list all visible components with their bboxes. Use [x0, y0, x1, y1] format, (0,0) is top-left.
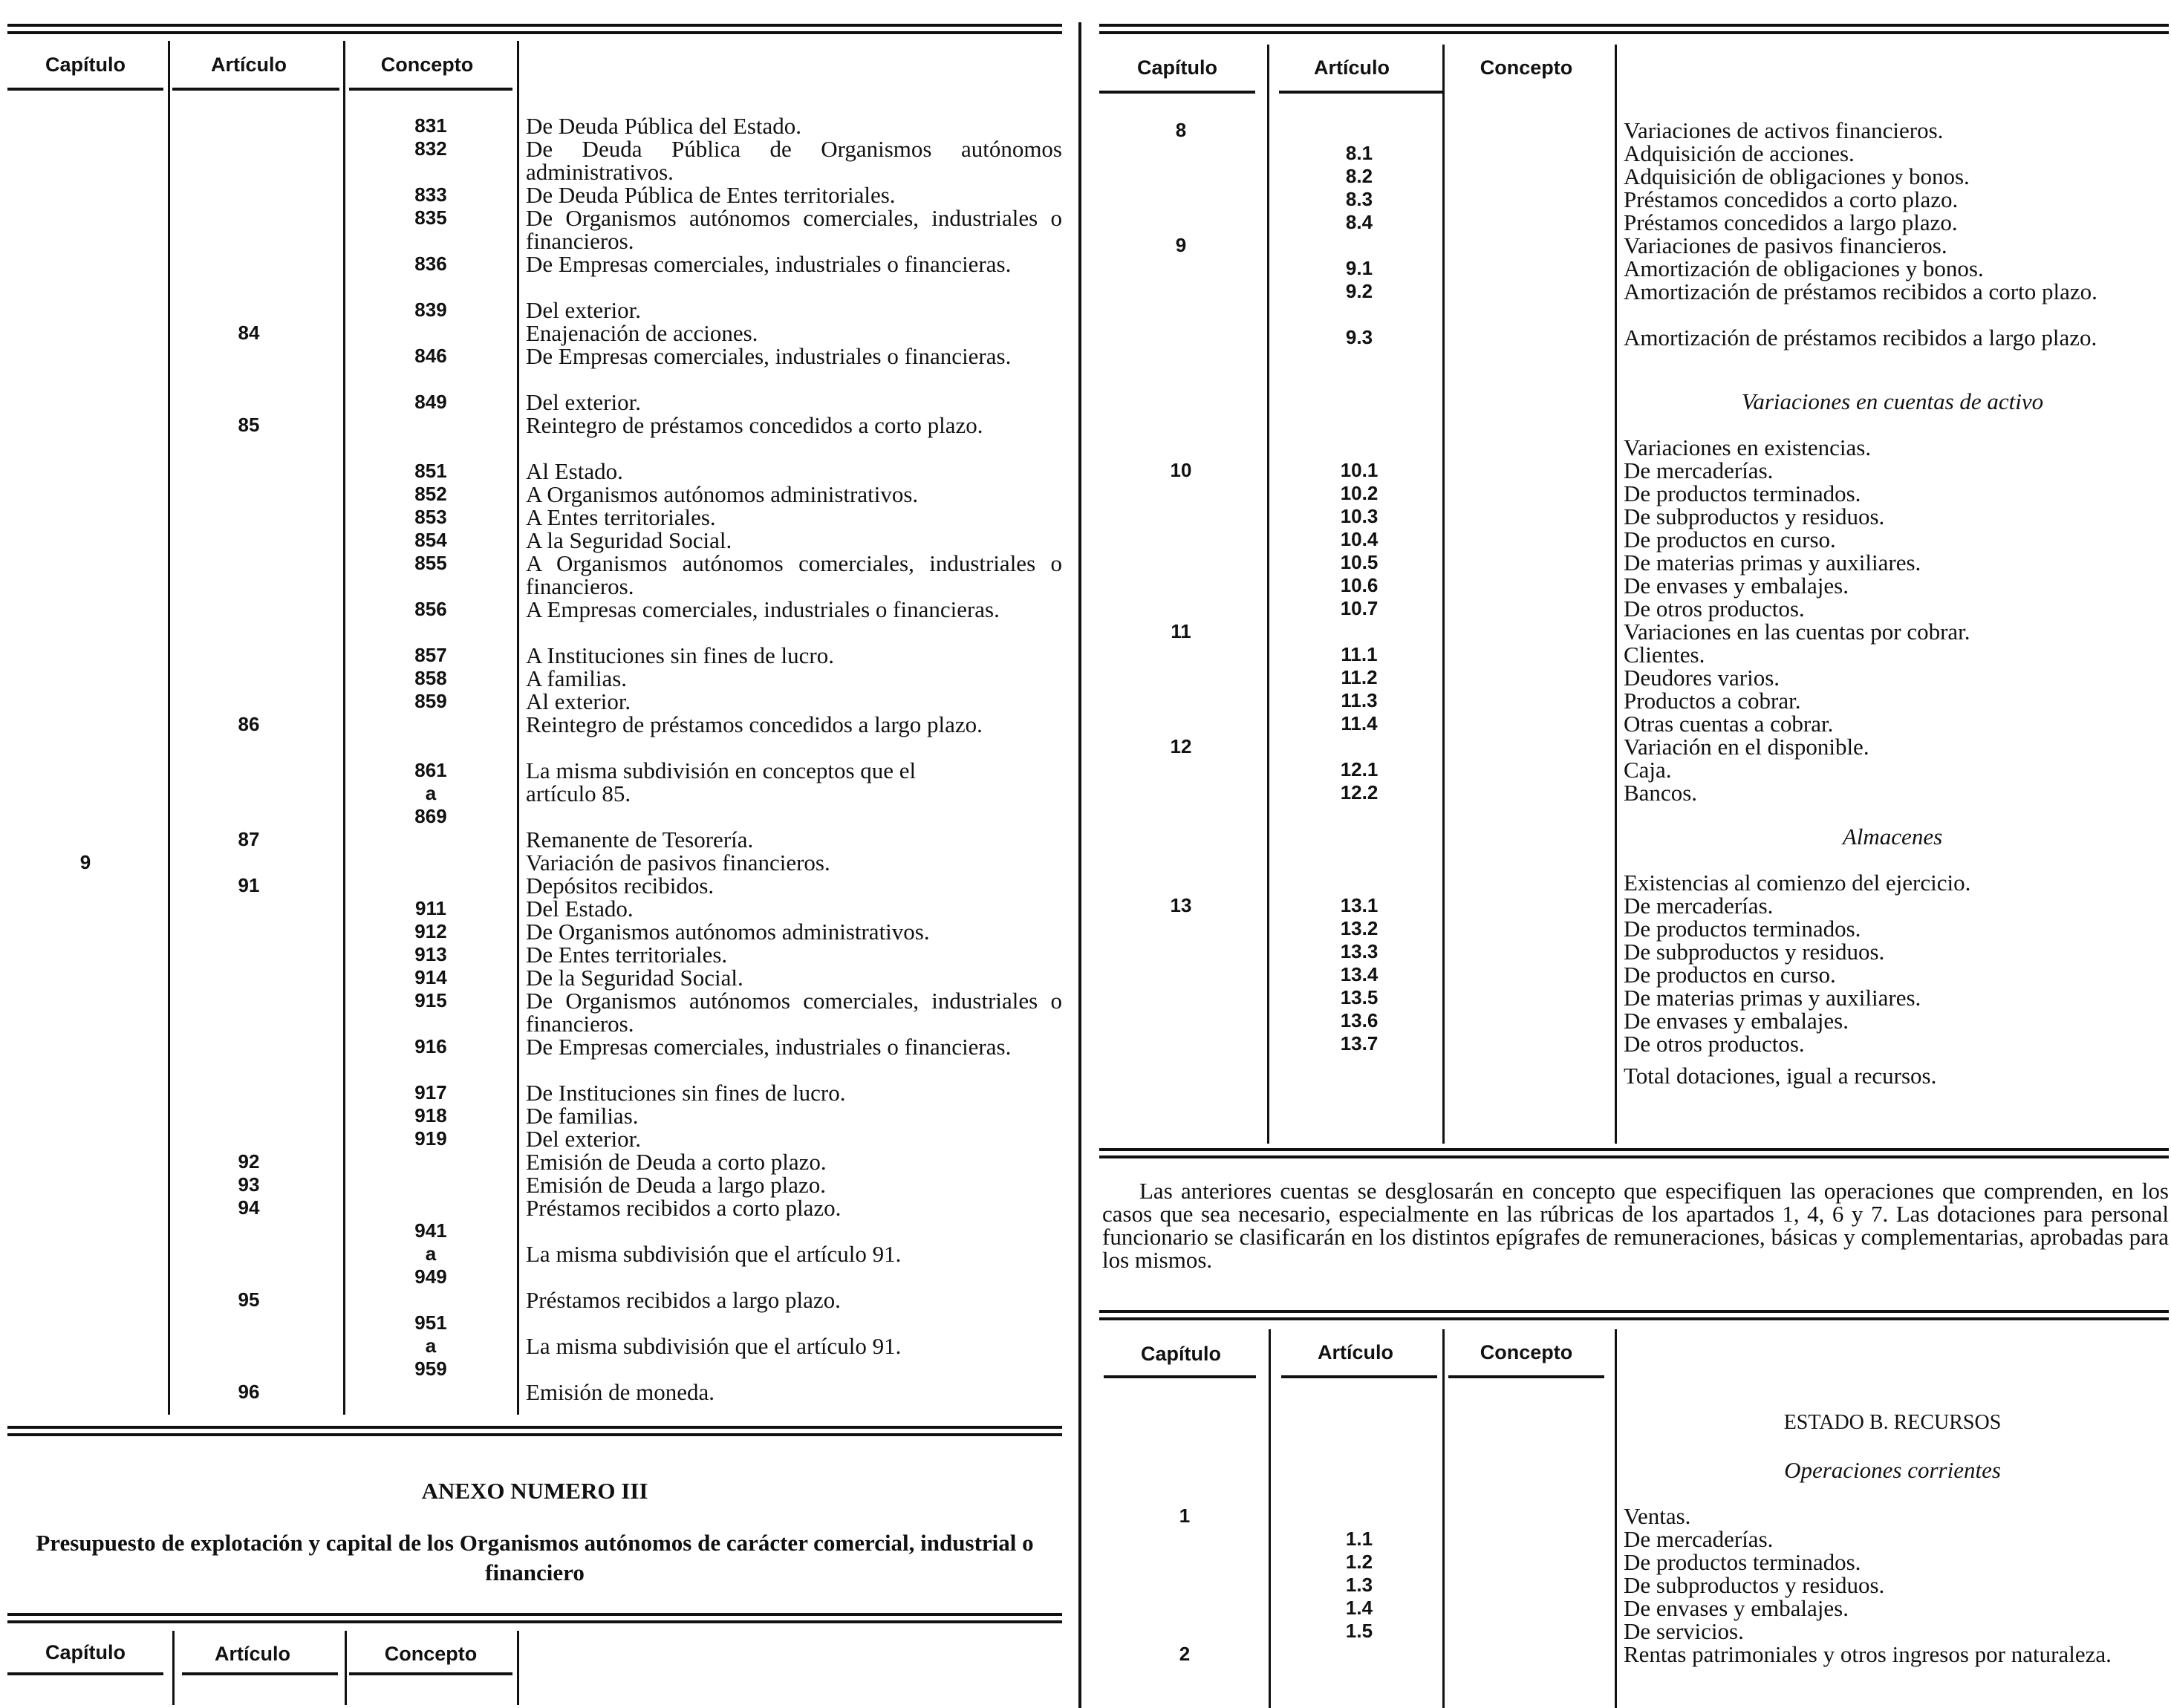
right-row-articulo-cell: 13.3: [1340, 940, 1379, 962]
left-row-concepto-cell: a: [425, 782, 437, 804]
left-row-concepto-cell: 949: [414, 1265, 447, 1288]
right-header-underline-2: [1279, 91, 1442, 94]
left-row-concepto-cell: 849: [414, 391, 447, 413]
right-row-articulo-cell: 11.3: [1341, 689, 1378, 711]
recursos-row-description-cell: De envases y embalajes.: [1624, 1595, 1849, 1621]
left-row-articulo-cell: 86: [238, 713, 260, 735]
left-row-concepto-cell: 916: [414, 1035, 447, 1057]
right-row-articulo-cell: 13.7: [1340, 1032, 1379, 1055]
recursos-row-capitulo-cell: 2: [1179, 1643, 1191, 1665]
bottom-left-underline-1: [7, 1672, 163, 1675]
section-almacenes: Almacenes: [1842, 824, 1943, 850]
left-row-description-cell: Del exterior.: [526, 1126, 641, 1152]
right-row-articulo-cell: 11.1: [1341, 643, 1378, 665]
right-row-description-cell: De productos terminados.: [1624, 916, 1861, 942]
right-row-description-cell: De otros productos.: [1624, 596, 1805, 622]
left-row-concepto-cell: 854: [414, 529, 447, 551]
left-row-description-cell: A Organismos autónomos comerciales, industriales o financieros.: [526, 550, 1062, 599]
right-row-description-cell: Préstamos concedidos a corto plazo.: [1624, 186, 1959, 212]
recursos-header-articulo: Artículo: [1317, 1341, 1393, 1363]
left-row-concepto-cell: 846: [414, 345, 447, 367]
recursos-row-description-cell: Ventas.: [1624, 1503, 1691, 1529]
left-row-concepto-cell: 831: [414, 114, 447, 137]
right-row-articulo-cell: 11.4: [1341, 712, 1378, 734]
left-bottom-rule: [7, 1426, 1062, 1436]
right-row-articulo-cell: 13.4: [1340, 963, 1379, 985]
right-row-description-cell: De subproductos y residuos.: [1624, 939, 1885, 965]
left-row-concepto-cell: 833: [414, 183, 447, 206]
right-row-description-cell: Variaciones de activos financieros.: [1624, 117, 1944, 143]
right-vline-2: [1442, 45, 1445, 1144]
annex-subtitle: Presupuesto de explotación y capital de los Organismos autónomos de carácter comercial, industrial o financiero: [36, 1530, 1034, 1585]
left-row-concepto-cell: 915: [414, 989, 447, 1011]
left-row-articulo-cell: 92: [238, 1150, 260, 1173]
left-row-concepto-cell: 858: [414, 667, 447, 689]
bottom-left-header-articulo: Artículo: [214, 1643, 290, 1665]
right-row-description-cell: Productos a cobrar.: [1624, 688, 1801, 714]
recursos-row-articulo-cell: 1.3: [1345, 1574, 1373, 1596]
explanatory-paragraph: Las anteriores cuentas se desglosarán en concepto que especifiquen las operaciones que comprenden, en los casos que sea necesario, especialmente en las rúbricas de los apartados 1, 4, 6 y 7. Las dotaciones para personal funcionario se clasificarán en los distintos epígrafes de remuneraciones, básicas y complementarias, aprobadas para los mismos.: [1102, 1178, 2169, 1273]
right-row-articulo-cell: 11.2: [1341, 666, 1378, 688]
left-row-concepto-cell: 859: [414, 690, 447, 712]
left-row-articulo-cell: 96: [238, 1381, 260, 1403]
right-row-description-cell: Variaciones en existencias.: [1624, 434, 1872, 460]
left-row-concepto-cell: 839: [414, 299, 447, 321]
right-row-description-cell: De otros productos.: [1624, 1031, 1805, 1057]
right-row-description-cell: Amortización de préstamos recibidos a largo plazo.: [1624, 325, 2097, 351]
recursos-top-rule: [1099, 1310, 2169, 1320]
left-vline-2: [343, 41, 345, 1415]
left-header-articulo: Artículo: [210, 53, 287, 76]
annex-title: ANEXO NUMERO III: [421, 1478, 648, 1504]
left-row-concepto-cell: a: [425, 1242, 437, 1265]
right-row-articulo-cell: 13.6: [1340, 1009, 1379, 1031]
right-row-description-cell: Adquisición de obligaciones y bonos.: [1624, 163, 1970, 189]
left-row-description-cell: Variación de pasivos financieros.: [526, 850, 830, 876]
left-row-concepto-cell: 869: [414, 805, 447, 827]
left-row-description-cell: La misma subdivisión que el artículo 91.: [526, 1333, 902, 1359]
left-row-description-cell: De Organismos autónomos comerciales, industriales o financieros.: [526, 205, 1062, 254]
left-vline-3: [517, 41, 519, 1415]
left-row-description-cell: Emisión de Deuda a corto plazo.: [526, 1149, 827, 1175]
bottom-left-vline-3: [517, 1631, 519, 1705]
right-header-concepto: Concepto: [1480, 56, 1573, 79]
right-row-description-cell: De productos en curso.: [1624, 527, 1836, 553]
left-row-concepto-cell: 918: [414, 1104, 447, 1127]
right-mid-rule: [1099, 1148, 2169, 1158]
recursos-underline-2: [1281, 1375, 1437, 1378]
right-row-description-cell: De productos en curso.: [1624, 962, 1836, 988]
left-row-description-cell: Préstamos recibidos a largo plazo.: [526, 1287, 841, 1313]
left-row-description-cell: A Organismos autónomos administrativos.: [526, 481, 919, 507]
right-row-description-cell: De envases y embalajes.: [1624, 573, 1849, 599]
left-row-description-cell: artículo 85.: [526, 780, 631, 806]
right-row-articulo-cell: 13.2: [1340, 917, 1379, 939]
section-variaciones-activo: Variaciones en cuentas de activo: [1741, 388, 2044, 414]
left-header-underline-1: [7, 88, 163, 91]
recursos-row-description-cell: De servicios.: [1624, 1618, 1744, 1644]
left-row-description-cell: A Entes territoriales.: [526, 504, 716, 530]
right-header-articulo: Artículo: [1313, 56, 1390, 79]
recursos-row-description-cell: De subproductos y residuos.: [1624, 1572, 1885, 1598]
left-row-concepto-cell: 832: [414, 137, 447, 160]
right-row-description-cell: Préstamos concedidos a largo plazo.: [1624, 209, 1958, 235]
left-row-concepto-cell: 857: [414, 644, 447, 666]
left-header-underline-3: [349, 88, 512, 91]
recursos-row-articulo-cell: 1.5: [1345, 1620, 1373, 1642]
left-row-description-cell: Enajenación de acciones.: [526, 320, 758, 346]
right-row-description-cell: De mercaderías.: [1624, 893, 1774, 919]
right-row-articulo-cell: 12.2: [1340, 781, 1379, 804]
recursos-row-capitulo-cell: 1: [1179, 1505, 1191, 1527]
right-row-description-cell: Deudores varios.: [1624, 665, 1780, 691]
right-row-description-cell: Otras cuentas a cobrar.: [1624, 711, 1834, 737]
right-row-description-cell: Adquisición de acciones.: [1624, 140, 1855, 166]
left-row-concepto-cell: 853: [414, 506, 447, 528]
right-row-articulo-cell: 10.6: [1340, 574, 1379, 596]
left-row-concepto-cell: 913: [414, 943, 447, 965]
left-row-concepto-cell: 911: [415, 897, 446, 919]
left-row-description-cell: De familias.: [526, 1103, 639, 1129]
right-row-capitulo-cell: 12: [1170, 735, 1192, 757]
right-row-description-cell: De mercaderías.: [1624, 457, 1774, 483]
right-row-articulo-cell: 13.1: [1340, 894, 1379, 916]
left-row-description-cell: Del Estado.: [526, 896, 634, 922]
left-row-concepto-cell: 919: [414, 1127, 447, 1150]
recursos-row-description-cell: De productos terminados.: [1624, 1549, 1861, 1575]
left-row-description-cell: A familias.: [526, 665, 628, 691]
left-vline-1: [168, 41, 170, 1415]
right-row-description-cell: Variaciones de pasivos financieros.: [1624, 232, 1947, 258]
right-top-rule: [1099, 24, 2169, 34]
left-row-concepto-cell: a: [425, 1334, 437, 1357]
right-row-articulo-cell: 9.3: [1345, 326, 1373, 348]
recursos-row-articulo-cell: 1.2: [1345, 1551, 1373, 1573]
left-row-articulo-cell: 94: [238, 1196, 260, 1219]
left-header-underline-2: [172, 88, 339, 91]
left-row-description-cell: Remanente de Tesorería.: [526, 827, 754, 853]
right-row-capitulo-cell: 8: [1175, 119, 1187, 141]
left-row-description-cell: Depósitos recibidos.: [526, 873, 715, 899]
left-row-concepto-cell: 951: [414, 1311, 447, 1334]
right-row-articulo-cell: 13.5: [1340, 986, 1379, 1008]
right-vline-3: [1615, 45, 1617, 1144]
right-row-capitulo-cell: 13: [1170, 894, 1192, 916]
right-vline-1: [1267, 45, 1269, 1144]
left-row-description-cell: Al Estado.: [526, 458, 623, 484]
recursos-underline-1: [1104, 1375, 1256, 1378]
left-header-concepto: Concepto: [380, 53, 474, 76]
recursos-row-articulo-cell: 1.4: [1345, 1597, 1373, 1619]
left-row-description-cell: De Empresas comerciales, industriales o financieras.: [526, 251, 1012, 277]
left-row-articulo-cell: 87: [238, 828, 260, 850]
left-row-description-cell: A la Seguridad Social.: [526, 527, 732, 553]
left-row-articulo-cell: 93: [238, 1173, 260, 1196]
recursos-title: ESTADO B. RECURSOS: [1783, 1411, 2002, 1434]
bottom-left-vline-2: [345, 1631, 347, 1705]
right-row-articulo-cell: 10.3: [1340, 505, 1379, 527]
bottom-left-header-concepto: Concepto: [384, 1643, 478, 1665]
right-row-description-cell: De productos terminados.: [1624, 480, 1861, 506]
left-row-description-cell: Emisión de moneda.: [526, 1379, 715, 1405]
left-row-description-cell: Préstamos recibidos a corto plazo.: [526, 1195, 842, 1221]
right-row-articulo-cell: 12.1: [1340, 758, 1379, 780]
left-row-articulo-cell: 85: [238, 414, 260, 436]
left-row-description-cell: La misma subdivisión que el artículo 91.: [526, 1241, 902, 1267]
left-header-capitulo: Capítulo: [45, 53, 126, 76]
right-row-description-cell: Variación en el disponible.: [1624, 734, 1869, 760]
right-row-description-cell: Amortización de obligaciones y bonos.: [1624, 255, 1984, 281]
left-row-concepto-cell: 912: [414, 920, 447, 942]
recursos-row-articulo-cell: 1.1: [1345, 1528, 1373, 1550]
left-row-description-cell: De Organismos autónomos administrativos.: [526, 919, 930, 945]
recursos-vline-1: [1269, 1329, 1271, 1708]
right-row-articulo-cell: 9.1: [1345, 257, 1373, 279]
column-divider: [1078, 22, 1081, 1708]
left-row-description-cell: A Empresas comerciales, industriales o financieras.: [526, 596, 1000, 622]
left-row-description-cell: De Empresas comerciales, industriales o financieras.: [526, 343, 1012, 369]
right-row-description-cell: De envases y embalajes.: [1624, 1008, 1849, 1034]
left-row-concepto-cell: 836: [414, 252, 447, 275]
recursos-header-capitulo: Capítulo: [1141, 1343, 1221, 1365]
recursos-vline-3: [1615, 1329, 1617, 1708]
left-row-description-cell: De Deuda Pública de Organismos autónomos administrativos.: [526, 136, 1062, 185]
left-row-concepto-cell: 851: [414, 460, 447, 482]
total-dotaciones: Total dotaciones, igual a recursos.: [1624, 1063, 1937, 1089]
left-row-description-cell: Del exterior.: [526, 297, 641, 323]
recursos-section: Operaciones corrientes: [1784, 1457, 2001, 1483]
left-row-description-cell: Reintegro de préstamos concedidos a largo plazo.: [526, 711, 983, 737]
left-row-description-cell: Del exterior.: [526, 389, 641, 415]
right-row-articulo-cell: 8.3: [1345, 188, 1373, 210]
left-row-articulo-cell: 84: [238, 322, 260, 344]
bottom-left-underline-3: [349, 1672, 512, 1675]
right-row-articulo-cell: 8.4: [1345, 211, 1373, 233]
left-row-description-cell: A Instituciones sin fines de lucro.: [526, 642, 834, 668]
left-row-concepto-cell: 861: [414, 759, 447, 781]
right-row-description-cell: Existencias al comienzo del ejercicio.: [1624, 870, 1971, 896]
left-row-description-cell: De Empresas comerciales, industriales o financieras.: [526, 1034, 1012, 1060]
left-row-articulo-cell: 95: [238, 1288, 260, 1311]
left-row-description-cell: Emisión de Deuda a largo plazo.: [526, 1172, 827, 1198]
right-header-capitulo: Capítulo: [1137, 56, 1217, 79]
bottom-left-header-capitulo: Capítulo: [45, 1641, 126, 1663]
right-row-capitulo-cell: 11: [1171, 620, 1191, 642]
left-row-description-cell: De Deuda Pública del Estado.: [526, 113, 802, 139]
recursos-vline-2: [1442, 1329, 1445, 1708]
right-row-articulo-cell: 8.1: [1345, 142, 1373, 164]
recursos-underline-3: [1448, 1375, 1604, 1378]
bottom-left-underline-2: [182, 1672, 338, 1675]
left-row-concepto-cell: 835: [414, 206, 447, 229]
left-row-concepto-cell: 959: [414, 1357, 447, 1380]
left-row-concepto-cell: 941: [414, 1219, 447, 1242]
right-row-description-cell: Variaciones en las cuentas por cobrar.: [1624, 619, 1970, 645]
right-row-articulo-cell: 9.2: [1345, 280, 1373, 302]
recursos-row-description-cell: Rentas patrimoniales y otros ingresos por naturaleza.: [1624, 1641, 2112, 1667]
right-row-capitulo-cell: 9: [1175, 234, 1187, 256]
right-row-articulo-cell: 10.4: [1340, 528, 1379, 550]
right-row-description-cell: Clientes.: [1624, 642, 1705, 668]
right-row-articulo-cell: 10.2: [1340, 482, 1379, 504]
right-row-capitulo-cell: 10: [1170, 459, 1192, 481]
left-row-concepto-cell: 856: [414, 598, 447, 620]
recursos-row-description-cell: De mercaderías.: [1624, 1526, 1774, 1552]
left-row-concepto-cell: 914: [414, 966, 447, 988]
right-row-description-cell: Amortización de préstamos recibidos a corto plazo.: [1624, 278, 2097, 304]
left-row-concepto-cell: 917: [414, 1081, 447, 1104]
bottom-left-rule: [7, 1613, 1062, 1623]
left-row-description-cell: De Organismos autónomos comerciales, industriales o financieros.: [526, 988, 1062, 1037]
left-row-concepto-cell: 852: [414, 483, 447, 505]
right-row-description-cell: Bancos.: [1624, 780, 1698, 806]
left-row-concepto-cell: 855: [414, 552, 447, 574]
left-row-description-cell: De la Seguridad Social.: [526, 965, 743, 991]
right-row-description-cell: De subproductos y residuos.: [1624, 503, 1885, 529]
left-row-description-cell: Reintegro de préstamos concedidos a corto plazo.: [526, 412, 983, 438]
left-row-articulo-cell: 91: [238, 874, 260, 896]
bottom-left-vline-1: [172, 1631, 175, 1705]
right-row-articulo-cell: 10.1: [1340, 459, 1379, 481]
left-row-description-cell: La misma subdivisión en conceptos que el: [526, 757, 917, 783]
right-row-articulo-cell: 8.2: [1345, 165, 1373, 187]
right-row-articulo-cell: 10.5: [1340, 551, 1379, 573]
right-header-underline-1: [1099, 91, 1255, 94]
left-row-description-cell: De Entes territoriales.: [526, 942, 728, 968]
recursos-header-concepto: Concepto: [1480, 1341, 1573, 1363]
right-row-description-cell: De materias primas y auxiliares.: [1624, 985, 1921, 1011]
left-row-description-cell: Al exterior.: [526, 688, 631, 714]
right-row-articulo-cell: 10.7: [1340, 597, 1379, 619]
left-top-rule: [7, 24, 1062, 34]
right-row-description-cell: De materias primas y auxiliares.: [1624, 550, 1921, 576]
left-row-capitulo-cell: 9: [79, 851, 91, 873]
right-row-description-cell: Caja.: [1624, 757, 1672, 783]
left-row-description-cell: De Deuda Pública de Entes territoriales.: [526, 182, 896, 208]
left-row-description-cell: De Instituciones sin fines de lucro.: [526, 1080, 846, 1106]
